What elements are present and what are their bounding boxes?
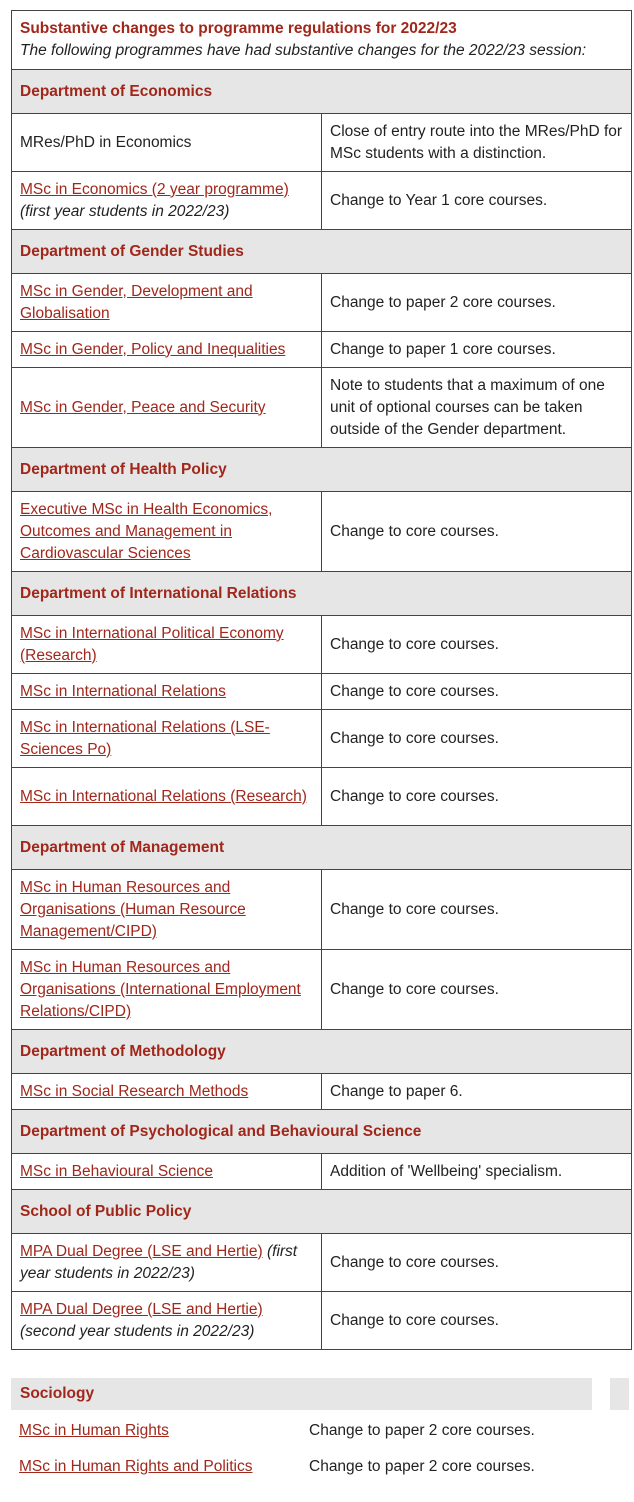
change-description: Change to paper 2 core courses. [322, 274, 632, 332]
programme-link[interactable]: MSc in Behavioural Science [20, 1162, 213, 1180]
change-description: Addition of 'Wellbeing' specialism. [322, 1154, 632, 1190]
programme-cell [12, 1074, 322, 1110]
change-description: Note to students that a maximum of one unit of optional courses can be taken outside of the Gender department. [322, 368, 632, 448]
programme-link[interactable]: MSc in International Relations [20, 682, 226, 700]
programme-link[interactable]: MSc in Human Rights [19, 1422, 169, 1439]
programme-row [12, 1292, 632, 1350]
department-header: Department of Health Policy [12, 448, 632, 492]
department-header-row [12, 1190, 632, 1234]
programme-link[interactable]: MSc in International Relations (LSE-Sciences Po) [20, 718, 270, 758]
programme-row [12, 870, 632, 950]
programme-row [12, 674, 632, 710]
programme-cell [12, 674, 322, 710]
department-header: School of Public Policy [12, 1190, 632, 1234]
programme-note: (second year students in 2022/23) [20, 1322, 255, 1340]
programme-cell [12, 1234, 322, 1292]
programme-cell [12, 710, 322, 768]
sociology-header-stub [610, 1378, 629, 1410]
programme-cell [12, 492, 322, 572]
programme-row [12, 1074, 632, 1110]
programme-note: (first year students in 2022/23) [20, 202, 230, 220]
programme-link[interactable]: MSc in Human Resources and Organisations (Human Resource Management/CIPD) [20, 878, 246, 940]
programme-row [12, 274, 632, 332]
department-header: Department of Management [12, 826, 632, 870]
programme-row [12, 1154, 632, 1190]
programme-link[interactable]: MPA Dual Degree (LSE and Hertie) [20, 1242, 263, 1260]
department-header: Department of International Relations [12, 572, 632, 616]
department-header-row [12, 230, 632, 274]
change-description: Change to core courses. [322, 492, 632, 572]
programme-cell [12, 768, 322, 826]
change-description: Change to core courses. [322, 950, 632, 1030]
change-description: Change to core courses. [322, 1292, 632, 1350]
department-header: Department of Psychological and Behavioural Science [12, 1110, 632, 1154]
change-description: Change to core courses. [322, 870, 632, 950]
programme-cell [12, 950, 322, 1030]
programme-cell [12, 870, 322, 950]
department-header-row [12, 1030, 632, 1074]
department-header-row [12, 826, 632, 870]
programme-row [12, 768, 632, 826]
programme-link[interactable]: MSc in Gender, Development and Globalisation [20, 282, 253, 322]
programme-row [12, 492, 632, 572]
programme-row [12, 1234, 632, 1292]
programme-link[interactable]: MSc in Social Research Methods [20, 1082, 249, 1100]
programme-cell [12, 172, 322, 230]
changes-table [11, 10, 632, 1350]
programme-link[interactable]: MSc in Gender, Policy and Inequalities [20, 340, 286, 358]
change-description: Change to core courses. [322, 616, 632, 674]
programme-note: (first year students in 2022/23) [20, 1242, 298, 1282]
change-description: Close of entry route into the MRes/PhD for MSc students with a distinction. [322, 114, 632, 172]
programme-row [12, 114, 632, 172]
page-title: Substantive changes to programme regulations for 2022/23 [20, 20, 457, 37]
department-header-row [12, 1110, 632, 1154]
change-description: Change to paper 2 core courses. [309, 1422, 535, 1439]
programme-row [12, 950, 632, 1030]
programme-link[interactable]: Executive MSc in Health Economics, Outcomes and Management in Cardiovascular Sciences [20, 500, 273, 562]
department-header-row [12, 448, 632, 492]
programme-cell [12, 1292, 322, 1350]
programme-cell [12, 1154, 322, 1190]
programme-link[interactable]: MSc in International Relations (Research) [20, 787, 307, 805]
change-description: Change to core courses. [322, 1234, 632, 1292]
department-header: Department of Gender Studies [12, 230, 632, 274]
programme-cell [12, 616, 322, 674]
page-subtitle: The following programmes have had substantive changes for the 2022/23 session: [20, 42, 587, 59]
programme-cell [12, 368, 322, 448]
change-description: Change to paper 2 core courses. [309, 1458, 535, 1475]
programme-row [12, 332, 632, 368]
programme-cell [12, 332, 322, 368]
programme-link[interactable]: MSc in Economics (2 year programme) [20, 180, 289, 198]
programme-link[interactable]: MSc in International Political Economy (Research) [20, 624, 284, 664]
programme-row [12, 616, 632, 674]
department-header: Department of Economics [12, 70, 632, 114]
change-description: Change to paper 6. [322, 1074, 632, 1110]
intro-cell [12, 11, 632, 70]
programme-name: MRes/PhD in Economics [20, 133, 192, 151]
programme-row [12, 710, 632, 768]
programme-cell [12, 274, 322, 332]
programme-cell [12, 114, 322, 172]
department-header-row [12, 70, 632, 114]
department-header-sociology: Sociology [11, 1378, 592, 1410]
intro-row [12, 11, 632, 70]
programme-row [12, 172, 632, 230]
programme-row [12, 368, 632, 448]
change-description: Change to core courses. [322, 710, 632, 768]
department-header: Department of Methodology [12, 1030, 632, 1074]
change-description: Change to Year 1 core courses. [322, 172, 632, 230]
change-description: Change to core courses. [322, 674, 632, 710]
change-description: Change to core courses. [322, 768, 632, 826]
department-header-row [12, 572, 632, 616]
change-description: Change to paper 1 core courses. [322, 332, 632, 368]
programme-link[interactable]: MSc in Gender, Peace and Security [20, 398, 266, 416]
programme-link[interactable]: MSc in Human Rights and Politics [19, 1458, 253, 1475]
programme-link[interactable]: MSc in Human Resources and Organisations (International Employment Relations/CIPD) [20, 958, 301, 1020]
programme-link[interactable]: MPA Dual Degree (LSE and Hertie) [20, 1300, 263, 1318]
